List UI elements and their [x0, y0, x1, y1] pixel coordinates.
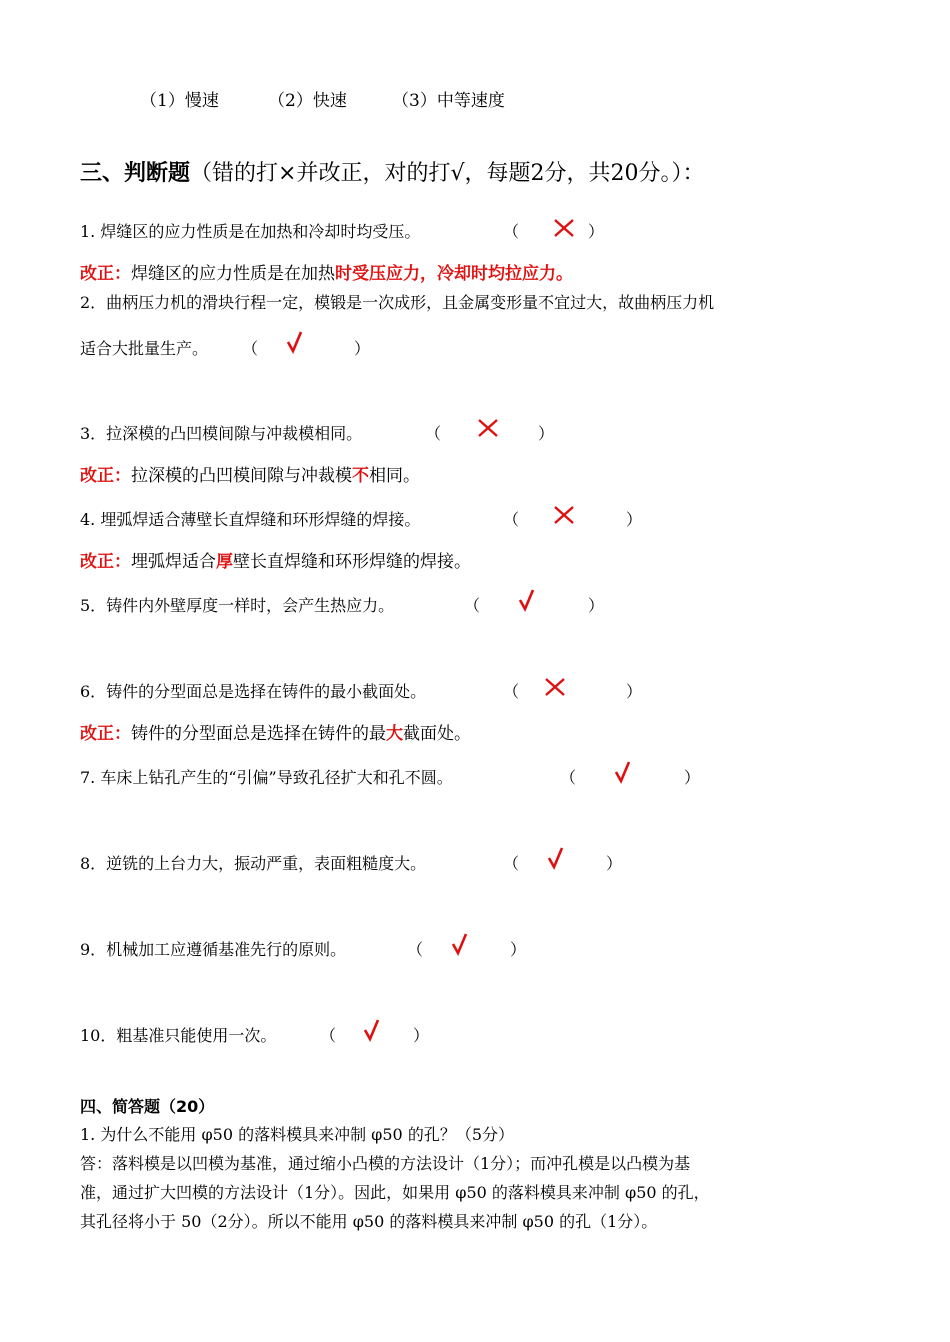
correction-highlight: 大: [386, 724, 403, 744]
paren-close: ）: [626, 682, 643, 701]
option-1: （1）慢速: [140, 91, 219, 111]
paren-open: （: [503, 682, 520, 701]
section-3-title-bold: 三、判断题: [80, 161, 191, 186]
correction-1: [80, 259, 573, 284]
paren-close: ）: [606, 854, 623, 873]
correction-text-end: 壁长直焊缝和环形焊缝的焊接。: [233, 552, 471, 572]
cross-mark-icon: [553, 505, 575, 525]
cross-mark-icon: [477, 418, 499, 438]
correction-label: 改正：: [80, 264, 131, 284]
correction-text: 埋弧焊适合: [131, 552, 216, 572]
question-9: 9．机械加工应遵循基准先行的原则。: [80, 940, 347, 959]
correction-label: 改正：: [80, 466, 131, 486]
correction-highlight: 厚: [216, 552, 233, 572]
cross-mark-icon: [544, 677, 566, 697]
correction-text-end: 截面处。: [403, 724, 471, 744]
question-1: 1. 焊缝区的应力性质是在加热和冷却时均受压。: [80, 222, 421, 241]
paren-open: （: [560, 768, 577, 787]
question-6: 6．铸件的分型面总是选择在铸件的最小截面处。: [80, 682, 427, 701]
check-mark-icon: [547, 846, 565, 870]
paren-close: ）: [354, 339, 371, 358]
question-5: 5．铸件内外壁厚度一样时，会产生热应力。: [80, 596, 395, 615]
paren-open: （: [464, 596, 481, 615]
correction-6: [80, 719, 471, 744]
question-3: 3．拉深模的凸凹模间隙与冲裁模相同。: [80, 424, 363, 443]
paren-close: ）: [626, 510, 643, 529]
correction-label: 改正：: [80, 552, 131, 572]
check-mark-icon: [451, 932, 469, 956]
check-mark-icon: [614, 760, 632, 784]
correction-text: 焊缝区的应力性质是在加热: [131, 264, 335, 284]
paren-open: （: [407, 940, 424, 959]
paren-open: （: [425, 424, 442, 443]
paren-open: （: [503, 854, 520, 873]
option-3: （3）中等速度: [392, 91, 505, 111]
paren-open: （: [503, 222, 520, 241]
question-2-line-2: 适合大批量生产。: [80, 339, 209, 358]
paren-close: ）: [510, 940, 527, 959]
paren-close: ）: [588, 596, 605, 615]
check-mark-icon: [518, 588, 536, 612]
question-8: 8．逆铣的上台力大，振动严重，表面粗糙度大。: [80, 854, 427, 873]
section-4-title: 四、简答题（20）: [80, 1097, 215, 1116]
correction-text-end: 相同。: [369, 466, 420, 486]
answer-line-3: 其孔径将小于 50（2分）。所以不能用 φ50 的落料模具来冲制 φ50 的孔（1分）。: [80, 1212, 658, 1231]
correction-4: [80, 547, 471, 572]
paren-close: ）: [538, 424, 555, 443]
paren-open: （: [320, 1026, 337, 1045]
check-mark-icon: [286, 330, 304, 354]
question-7: 7. 车床上钻孔产生的“引偏”导致孔径扩大和孔不圆。: [80, 768, 453, 787]
question-10: 10．粗基准只能使用一次。: [80, 1026, 277, 1045]
section-3-title: [80, 156, 704, 187]
correction-text: 拉深模的凸凹模间隙与冲裁模: [131, 466, 352, 486]
question-2: 2．曲柄压力机的滑块行程一定，模锻是一次成形，且金属变形量不宜过大，故曲柄压力机: [80, 293, 715, 312]
paren-open: （: [242, 339, 259, 358]
question-4: 4. 埋弧焊适合薄壁长直焊缝和环形焊缝的焊接。: [80, 510, 421, 529]
answer-line-2: 准，通过扩大凹模的方法设计（1分）。因此，如果用 φ50 的落料模具来冲制 φ50 的孔，: [80, 1183, 710, 1202]
correction-label: 改正：: [80, 724, 131, 744]
correction-highlight: 时受压应力，冷却时均拉应力。: [335, 264, 573, 284]
cross-mark-icon: [553, 218, 575, 238]
section-4-question-1: 1. 为什么不能用 φ50 的落料模具来冲制 φ50 的孔？（5分）: [80, 1125, 515, 1144]
paren-open: （: [503, 510, 520, 529]
correction-3: [80, 461, 420, 486]
paren-close: ）: [588, 222, 605, 241]
paren-close: ）: [413, 1026, 430, 1045]
correction-highlight: 不: [352, 466, 369, 486]
section-3-title-rest: （错的打×并改正，对的打√，每题2分，共20分。）：: [190, 161, 705, 186]
paren-close: ）: [684, 768, 701, 787]
check-mark-icon: [363, 1018, 381, 1042]
answer-line-1: 答：落料模是以凹模为基准，通过缩小凸模的方法设计（1分）；而冲孔模是以凸模为基: [80, 1154, 691, 1173]
option-2: （2）快速: [268, 91, 347, 111]
correction-text: 铸件的分型面总是选择在铸件的最: [131, 724, 386, 744]
